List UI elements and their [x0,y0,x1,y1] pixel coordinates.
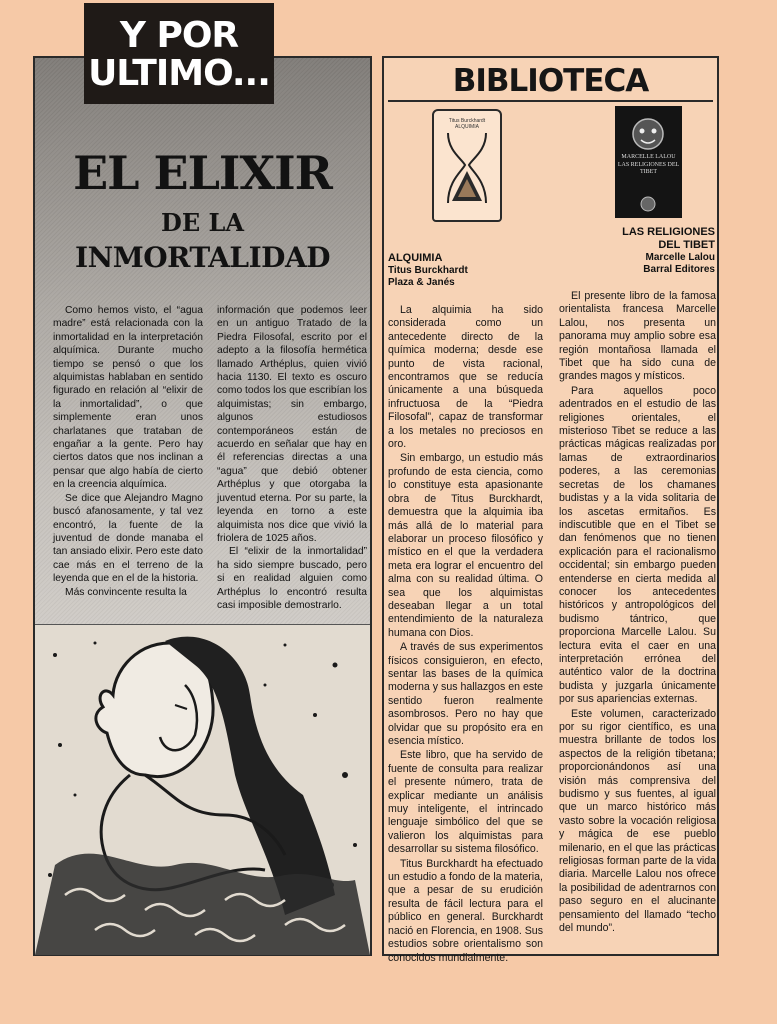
feature-title-line2: DE LA [161,208,244,237]
hourglass-icon [434,111,500,220]
feature-column-1 [53,304,203,624]
feature-headline [35,148,370,276]
religiones-tibet-book-cover [615,106,682,218]
paragraph: A través de sus experimentos físicos consiguieron, en efecto, sentar las bases de la química moderna y sus hallazgos en este sentido fueron realmente asombrosos. Pero no hay que olvidar que su propósito era en esencia místico. [388,641,543,747]
paragraph: Sin embargo, un estudio más profundo de esta ciencia, como lo constituye esta apasionante obra de Titus Burckhardt, demuestra que la alquimia iba más allá de lo material para elaborar un proceso filosófico y místico en el que la verdadera meta era lograr el encuentro del alma con su realidad última. O sea que los alquimistas deseaban llegar a un total entendimiento de la naturaleza humana con Dios. [388,452,543,639]
feature-title-line3: INMORTALIDAD [75,241,330,274]
mermaid-illustration [35,624,370,955]
cover-title: ALQUIMIA [455,124,479,130]
alquimia-book-cover [432,109,502,222]
paragraph: El “elixir de la inmortalidad” ha sido siempre buscado, pero si en realidad alguien como Arthéplus lo encontró resulta casi imposible demostrarlo. [217,546,367,611]
paragraph: información que podemos leer en un antiguo Tratado de la Piedra Filosofal, escrito por el adepto a la filosofía hermética llamado Arthéplus, quien vivió hacia 1130. El texto es oscuro como todos los que escribían los alquimistas; sin embargo, algunos estudiosos contemporáneos están de acuerdo en señalar que hay en él referencias directas a una “agua” que debió obtener Arthéplus y que otorgaba la juventud eterna. Por su parte, la leyenda en torno a este alquimista nos dice que vivió la friolera de 1025 años. [217,305,367,544]
section-tag-line1: Y POR [119,15,239,56]
feature-body [53,304,367,624]
feature-article [33,53,372,956]
book2-title-line1: LAS RELIGIONES [622,226,715,238]
cover-author: Titus Burckhardt [448,118,486,124]
book2-info [564,226,715,276]
book2-publisher: Barral Editores [643,264,715,275]
book1-review [388,304,543,966]
cover-title: LAS RELIGIONES DEL TIBET [617,162,680,175]
feature-column-2 [217,304,367,624]
paragraph: Este volumen, caracterizado por su rigor científico, es una muestra brillante de todos los aspectos de la religión tibetana; proporcionándonos así una visión más comprensiva del budismo y sus fuentes, al igual que un marco histórico más vasto sobre la vocación religiosa y mágica de ese pueblo milenario, en el que las prácticas religiosas forman parte de la vida diaria. Marcelle Lalou nos ofrece la posibilidad de adentrarnos con paso seguro en el alucinante pensamiento del llamado “techo del mundo”. [559,707,716,935]
cover-author: MARCELLE LALOU [621,154,676,160]
book1-title: ALQUIMIA [388,252,443,264]
book2-author: Marcelle Lalou [645,252,715,263]
paragraph: La alquimia ha sido considerada como un antecedente directo de la química moderna; desde ese punto de vista racional, encontramos que se reducía únicamente a una búsqueda infructuosa de la “Piedra Filosofal”, capaz de transformar a los metales no preciosos en oro. [388,304,543,451]
book2-title-line2: DEL TIBET [658,239,715,251]
paragraph: El presente libro de la famosa orientalista francesa Marcelle Lalou, nos presenta un panorama muy amplio sobre esa región montañosa llamada el Tibet que ha sido cuna de grandes magos y místicos. [559,290,716,383]
emblem-icon [615,194,682,214]
paragraph: Para aquellos poco adentrados en el estudio de las religiones orientales, el misterioso Tibet se reduce a las prácticas mágicas realizadas por lamas de extraordinarios poderes, a las ceremonias secretas de los chamanes budistas y a la vida solitaria de los ascetas ermitaños. Es indiscutible que en el Tibet se dan fenómenos que no tienen explicación para el racionalismo occidental; sin embargo pueden entenderse en cierta medida al conocer los antecedentes históricos y antropológicos del budismo tántrico, que proporciona Marcelle Lalou. Su lectura evita el caer en una interpretación errónea del auténtico valor de la doctrina budista y juzgarla únicamente por sus apariencias externas. [559,384,716,706]
library-section [382,56,719,964]
paragraph: Titus Burckhardt ha efectuado un estudio a fondo de la materia, que a pesar de su erudición resulta de fácil lectura para el público en general. Burckhardt nació en Florencia, en 1908. Sus estudios sobre orientalismo son conocidos mundialmente. [388,857,543,964]
paragraph: Más convincente resulta la [65,586,187,598]
paragraph: Este libro, que ha servido de fuente de consulta para realizar el presente número, trata de explicar mediante un análisis muy inteligente, el intrincado lenguaje simbólico del que se valieron los alquimistas para desarrollar su sistema filosófico. [388,749,543,856]
section-tag [84,3,274,104]
section-tag-line2: ULTIMO... [88,53,270,94]
book1-info [388,252,538,289]
paragraph: Como hemos visto, el “agua madre” está relacionada con la inmortalidad en la interpretación alquímica. Durante mucho tiempo se pensó o que los alquimistas hablaban en sentido figurado en relación al “elixir de la inmortalidad”, o que simplemente eran unos charlatanes que trataban de engañar a la gente. Pero hay ciertos datos que nos inclinan a pensar que algo había de cierto en la creencia alquímica. [53,305,203,491]
book1-author: Titus Burckhardt [388,265,468,276]
book2-review [559,290,716,937]
book1-publisher: Plaza & Janés [388,277,455,288]
library-title: BIBLIOTECA [388,64,713,102]
feature-title-line1: EL ELIXIR [73,146,332,200]
paragraph: Se dice que Alejandro Magno buscó afanosamente, y tal vez encontró, la fuente de la juventud de donde manaba el tan ansiado elixir. Pero este dato cae más en el terreno de la leyenda que en el de la historia. [53,492,203,585]
